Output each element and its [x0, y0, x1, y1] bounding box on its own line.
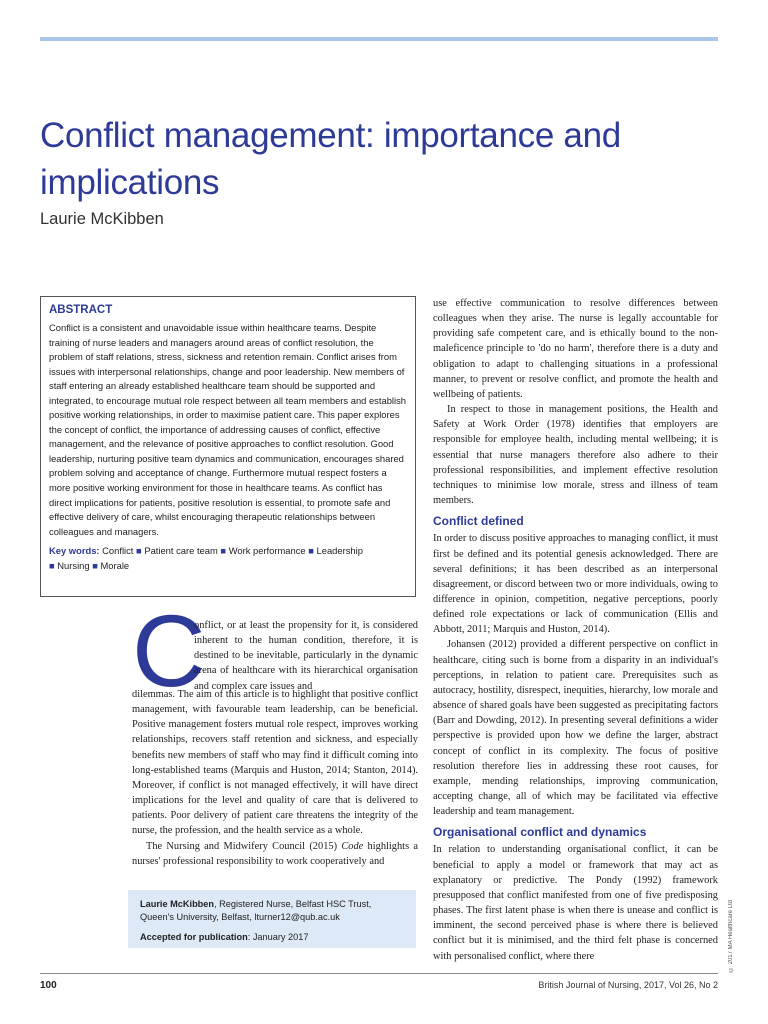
keyword: Work performance	[228, 545, 306, 557]
keyword-bullet-icon: ■	[308, 545, 314, 557]
body-paragraph: Johansen (2012) provided a different perspective on conflict in healthcare, citing such is borne from a disparity in an individual's perceptions, in relation to patient care. Prerequisites such as autocracy, hostility, disrespect, inequities, hierarchy, low morale and absence of shared goals have been suggested as precipitating factors (Barr and Dowding, 2012). In presenting several definitions a wider perspective is provided upon how we define the larger, abstract concept of conflict in its complexity. The focus of positive resolution therefore lies in addressing these root causes, for example, mending relationships, improving communication, accepting change, all of which may be facilitated via effective leadership and team management.	[433, 639, 718, 818]
keyword-bullet-icon: ■	[220, 545, 227, 557]
footer-rule	[40, 973, 718, 974]
abstract-body: Conflict is a consistent and unavoidable issue within healthcare teams. Despite training of nurse leaders and managers around areas of conflict resolution, the problem of staff relations, stress, sickness and retention remain. Conflict arises from issues with interpersonal relationships, change and poor leadership. New members of staff entering an already established healthcare team should be supported and integrated, to encourage mutual role respect between all team members and establish positive working relationships, in order to maximise patient care. This paper explores the concept of conflict, the importance of addressing causes of conflict, effective management, and the relevance of positive approaches to conflict resolution. Good leadership, nurturing positive team dynamics and communication, encourages shared problem solving and acceptance of change. Furthermore mutual respect fosters a more positive working environment for those in healthcare teams. As conflict has direct implications for patients, positive resolution is essential, to promote safe and effective delivery of care, whilst encouraging therapeutic relationships between colleagues and managers.	[49, 322, 406, 537]
keyword-bullet-icon: ■	[92, 559, 98, 571]
intro-wrap-text	[194, 618, 418, 694]
copyright-notice: © 2017 MA Healthcare Ltd	[728, 900, 734, 973]
keyword: Conflict	[102, 545, 134, 557]
journal-citation: British Journal of Nursing, 2017, Vol 26, No 2	[538, 980, 718, 990]
keyword-bullet-icon: ■	[49, 559, 55, 571]
article-author: Laurie McKibben	[40, 210, 164, 228]
drop-cap: C	[132, 594, 206, 708]
section-heading: Organisational conflict and dynamics	[433, 825, 647, 840]
top-rule	[40, 37, 718, 41]
abstract-box	[40, 296, 416, 597]
body-paragraph: In respect to those in management positions, the Health and Safety at Work Order (1978) identifies that employers are responsible for employee health, including mental wellbeing; it is essential that nurse managers therefore also adhere to their professional responsibilities, and implement effective resolution techniques to minimise low morale, stress and illness of team members.	[433, 404, 718, 507]
page-number: 100	[40, 980, 57, 991]
intro-paragraph: dilemmas. The aim of this article is to highlight that positive conflict management, with favourable team leadership, can be beneficial. Positive management fosters mutual role respect, improves working relationships, recovers staff retention and sickness, and especially benefits new members of staff who may find it difficult coming into long-established teams (Marquis and Huston, 2014; Stanton, 2014). Moreover, if conflict is not managed effectively, it will have direct implications for the level and quality of care that is delivered to patients. Poor delivery of patient care threatens the integrity of the nurse, the profession, and the health service as a whole.	[132, 689, 418, 837]
body-paragraph: The Nursing and Midwifery Council (2015) Code highlights a nurses' professional responsibility to work cooperatively and	[132, 840, 418, 867]
keywords	[49, 544, 407, 573]
intro-wrap-paragraph: onflict, or at least the propensity for it, is considered inherent to the human condition, therefore, it is destined to be inevitable, particularly in the dynamic arena of healthcare with its hierarchical organisation and complex care issues and	[194, 620, 418, 692]
body-paragraph: In order to discuss positive approaches to managing conflict, it must first be defined and its potential genesis acknowledged. There are several definitions; it has been described as an interpersonal disagreement, or discord between two or more individuals, owing to difference in opinion, competition, negative perceptions, poorly defined role expectations or lack of communication (Ellis and Abbott, 2011; Marquis and Huston, 2014).	[433, 533, 718, 636]
right-column	[433, 296, 718, 964]
keyword: Patient care team	[144, 545, 218, 557]
keyword-bullet-icon: ■	[136, 545, 142, 557]
accepted-date: Accepted for publication: January 2017	[140, 932, 309, 942]
author-info-box	[128, 890, 416, 948]
author-affiliation: Laurie McKibben, Registered Nurse, Belfast HSC Trust, Queen's University, Belfast, lturner12@qub.ac.uk	[140, 899, 372, 922]
left-column	[132, 687, 418, 869]
keyword: Leadership	[316, 545, 363, 557]
body-paragraph: In relation to understanding organisational conflict, it can be beneficial to apply a model or framework that may act as explanatory or predictive. The Pondy (1992) framework presupposed that conflict manifested from one of five predisposing phases. The first latent phase is when there is unease and conflict is imminent, the second perceived phase is where there is believed conflict but it is minimised, and the third felt phase is concerned with personalised conflict, where there	[433, 844, 718, 962]
section-heading: Conflict defined	[433, 514, 524, 529]
abstract-heading: ABSTRACT	[49, 304, 113, 316]
keyword: Morale	[100, 559, 130, 571]
keywords-label: Key words:	[49, 545, 100, 557]
body-paragraph: use effective communication to resolve differences between colleagues when they arise. The nurse is legally accountable for providing safe competent care, and is ethically bound to the non-maleficence principle to 'do no harm', therefore there is a duty and obligation to adapt to challenging situations in a professional manner, to prevent or resolve conflict, and promote the health and wellbeing of patients.	[433, 298, 718, 400]
keyword: Nursing	[57, 559, 90, 571]
article-title: Conflict management: importance and implications	[40, 116, 621, 202]
